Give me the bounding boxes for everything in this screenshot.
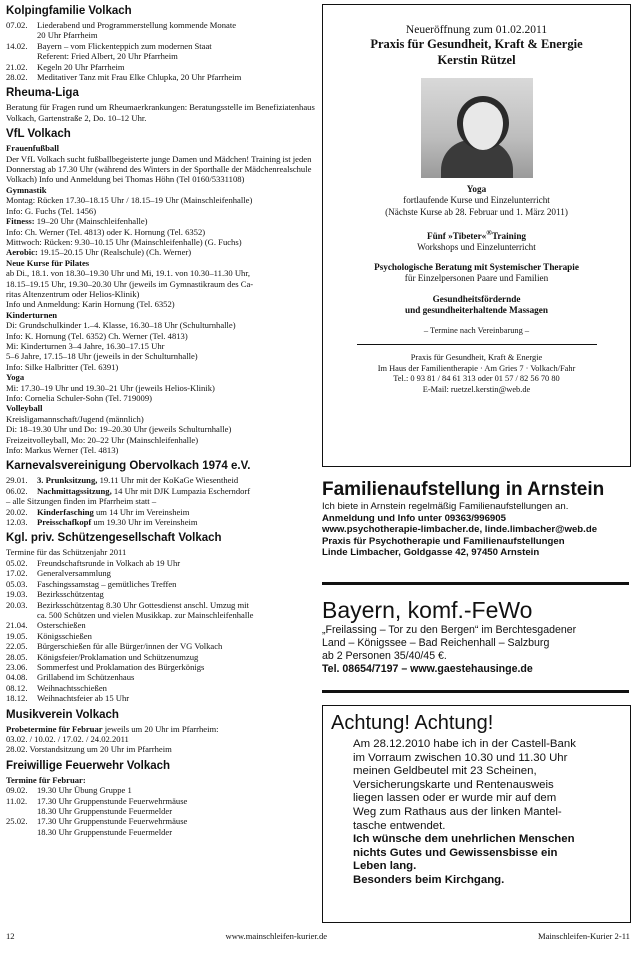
bayern-line: ab 2 Personen 35/40/45 €.: [322, 650, 447, 662]
vfl-volley-line: Di: 18–19.30 Uhr und Do: 19–20.30 Uhr (jeweils Schulturnhalle): [6, 424, 232, 435]
musik-heading: Musikverein Volkach: [6, 708, 119, 721]
divider: [322, 690, 629, 693]
list-item: 20 Uhr Pfarrheim: [37, 30, 98, 41]
vfl-fitness-line: Mittwoch: Rücken: 9.30–10.15 Uhr (Mainschleifenhalle) (G. Fuchs): [6, 236, 242, 247]
vfl-volley-line: Kreisligamannschaft/Jugend (männlich): [6, 413, 144, 424]
bayern-line: Tel. 08654/7197 – www.gaestehausinge.de: [322, 663, 533, 675]
list-item: 29.01. 3. Prunksitzung, 19.11 Uhr mit der KoKaGe Wiesentheid: [6, 475, 239, 486]
vfl-yoga-line: Info: Cornelia Schuler-Sohn (Tel. 719009): [6, 393, 153, 403]
page-footer: [6, 931, 630, 941]
vfl-frauen-text: Der VfL Volkach sucht fußballbegeisterte junge Damen und Mädchen! Training ist jeden Donnerstag ab 17.30 Uhr (während des Winters in der Sporthalle der Mädchenrealschule Volkach) Info und Anmeldung bei Thomas Höhn (Tel 0160/5331108): [6, 153, 312, 185]
page-number: 12: [6, 931, 15, 941]
musik-vorstand: 28.02. Vorstandsitzung um 20 Uhr im Pfarrheim: [6, 744, 172, 755]
bayern-line: Land – Königssee – Bad Reichenhall – Salzburg: [322, 637, 550, 649]
vfl-pilates-line: 18.15–19.15 Uhr, 19.30–20.30 Uhr (jeweils im Gymnastikraum des Ca-: [6, 278, 254, 289]
praxis-massage-line: und gesundheiterhaltende Massagen: [405, 304, 548, 315]
vfl-fitness-line: Fitness: 19–20 Uhr (Mainschleifenhalle): [6, 216, 148, 227]
list-item: 22.05. Bürgerschießen für alle Bürger/innen der VG Volkach: [6, 641, 223, 652]
musik-dates: 03.02. / 10.02. / 17.02. / 24.02.2011: [6, 733, 129, 744]
vfl-kinder-line: 5–6 Jahre, 17.15–18 Uhr (jeweils in der Schulturnhalle): [6, 351, 198, 362]
vfl-aerobic-label: Aerobic:: [6, 247, 38, 258]
list-item: 07.02. Liederabend und Programmerstellung kommende Monate: [6, 20, 237, 30]
list-item: 21.02. Kegeln 20 Uhr Pfarrheim: [6, 61, 125, 72]
familien-line: Anmeldung und Info unter 09363/996905: [322, 512, 506, 524]
list-item: 18.30 Uhr Gruppenstunde Feuermelder: [37, 806, 173, 816]
vfl-volley-line: Info: Markus Werner (Tel. 4813): [6, 445, 119, 456]
schuetzen-intro: Termine für das Schützenjahr 2011: [6, 547, 127, 558]
familien-line: Praxis für Psychotherapie und Familienaufstellungen: [322, 535, 565, 547]
portrait-photo: [421, 78, 533, 178]
list-item: 11.02. 17.30 Uhr Gruppenstunde Feuerwehrmäuse: [6, 795, 188, 806]
praxis-address: Im Haus der Familientherapie · Am Gries 7 · Volkach/Fahr: [377, 363, 576, 373]
praxis-address: Praxis für Gesundheit, Kraft & Energie: [410, 353, 543, 363]
list-item: 18.30 Uhr Gruppenstunde Feuermelder: [37, 826, 173, 837]
praxis-psy-line: für Einzelpersonen Paare und Familien: [404, 273, 549, 284]
vfl-kinder-line: Di: Grundschulkinder 1.–4. Klasse, 16.30–18 Uhr (Schulturnhalle): [6, 320, 236, 331]
list-item: 20.02. Kinderfasching um 14 Uhr im Vereinsheim: [6, 506, 190, 517]
bayern-ad: [322, 596, 629, 676]
footer-url: www.mainschleifen-kurier.de: [225, 931, 328, 941]
list-item: 09.02. 19.30 Uhr Übung Gruppe 1: [6, 785, 132, 796]
vfl-aerobic-line: Aerobic: 19.15–20.15 Uhr (Realschule) (Ch. Werner): [6, 247, 192, 258]
list-item: 17.02. Generalversammlung: [6, 568, 111, 579]
feuerwehr-heading: Freiwillige Feuerwehr Volkach: [6, 759, 171, 772]
schuetzen-list: [6, 558, 316, 704]
schuetzen-heading: Kgl. priv. Schützengesellschaft Volkach: [6, 532, 222, 545]
list-item: 28.02. Meditativer Tanz mit Frau Elke Chlupka, 20 Uhr Pfarrheim: [6, 72, 242, 83]
vfl-kinder-line: Info: Silke Halbritter (Tel. 6391): [6, 361, 119, 372]
familien-line: www.psychotherapie-limbacher.de, linde.limbacher@web.de: [322, 524, 598, 536]
bayern-title: Bayern, komf.-FeWo: [322, 597, 533, 623]
vfl-yoga-line: Mi: 17.30–19 Uhr und 19.30–21 Uhr (jeweils Helios-Klinik): [6, 382, 215, 393]
praxis-yoga: Yoga: [466, 184, 487, 195]
achtung-text: Am 28.12.2010 habe ich in der Castell-Bank im Vorraum zwischen 10.30 und 11.30 Uhr meinen Geldbeutel mit 23 Scheinen, Versicherungskarte und Rentenausweis liegen lassen oder er wurde mir auf dem Weg zum Rathaus aus der linken Mantel- tasche entwendet. Ich wünsche dem unehrlichen Menschen nichts Gutes und Gewissensbisse ein Leben lang. Besonders beim Kirchgang.: [353, 738, 576, 886]
list-item: 20.03. Bezirksschützentag 8.30 Uhr Gottesdienst anschl. Umzug mit: [6, 599, 249, 610]
list-item: 21.04. Osterschießen: [6, 620, 86, 631]
divider: [322, 582, 629, 585]
vfl-kinder-line: Info: K. Hornung (Tel. 6352) Ch. Werner (Tel. 4813): [6, 330, 188, 341]
vfl-pilates-line: ritas Altenzentrum oder Helios-Klinik): [6, 288, 140, 299]
karneval-heading: Karnevalsvereinigung Obervolkach 1974 e.V.: [6, 460, 251, 473]
praxis-opening: Neueröffnung zum 01.02.2011: [405, 24, 548, 36]
list-item: Referent: Fried Albert, 20 Uhr Pfarrheim: [37, 51, 178, 62]
vfl-fitness-label: Fitness:: [6, 216, 35, 227]
praxis-yoga-line: fortlaufende Kurse und Einzelunterricht: [403, 195, 550, 206]
praxis-phone: Tel.: 0 93 81 / 84 61 313 oder 01 57 / 82 56 70 80: [393, 374, 560, 384]
praxis-workshops: Workshops und Einzelunterricht: [417, 242, 536, 253]
familien-title: Familienaufstellung in Arnstein: [322, 479, 605, 500]
vfl-yoga-title: Yoga: [6, 372, 25, 383]
praxis-owner: Kerstin Rützel: [437, 53, 516, 68]
rheuma-text: Beratung für Fragen rund um Rheumaerkrankungen: Beratungsstelle im Benefiziatenhaus Volkach, Gartenstraße 2, Do. 10–12 Uhr.: [6, 102, 315, 123]
vfl-volley-title: Volleyball: [6, 403, 43, 414]
list-item: 05.02. Freundschaftsrunde in Volkach ab 19 Uhr: [6, 557, 181, 568]
praxis-psy: Psychologische Beratung mit Systemischer Therapie: [374, 262, 579, 273]
familien-ad: [322, 479, 629, 559]
vfl-kinder-line: Mi: Kinderturnen 3–4 Jahre, 16.30–17.15 Uhr: [6, 340, 165, 351]
bayern-line: „Freilassing – Tor zu den Bergen“ im Berchtesgadener: [322, 624, 577, 636]
list-item: 19.05. Königsschießen: [6, 630, 92, 641]
musik-probe: Probetermine für Februar jeweils um 20 Uhr im Pfarrheim:: [6, 723, 219, 734]
list-item: 19.03. Bezirksschützentag: [6, 589, 104, 600]
praxis-tibeter: Fünf »Tibeter«®Training: [426, 227, 527, 241]
vfl-gym-title: Gymnastik: [6, 184, 47, 195]
list-item: 04.08. Grillabend im Schützenhaus: [6, 672, 135, 683]
feuerwehr-termine: Termine für Februar:: [6, 774, 86, 785]
praxis-termine: – Termine nach Vereinbarung –: [423, 326, 530, 336]
vfl-pilates-line: Info und Anmeldung: Karin Hornung (Tel. 6352): [6, 299, 175, 310]
list-item: 06.02. Nachmittagssitzung, 14 Uhr mit DJK Lumpazia Escherndorf: [6, 485, 251, 496]
kolping-heading: Kolpingfamilie Volkach: [6, 5, 132, 17]
vfl-frauen-title: Frauenfußball: [6, 143, 60, 154]
footer-issue: Mainschleifen-Kurier 2-11: [537, 931, 630, 941]
vfl-pilates-line: ab Di., 18.1. von 18.30–19.30 Uhr und Mi, 19.1. von 10.30–11.30 Uhr,: [6, 268, 251, 279]
kolping-list: [6, 20, 316, 82]
list-item: ca. 500 Schützen und vielen Musikkap. zur Mainschleifenhalle: [37, 609, 254, 620]
left-column: [6, 2, 316, 837]
vfl-volley-line: Freizeitvolleyball, Mo: 20–22 Uhr (Mainschleifenhalle): [6, 434, 199, 445]
praxis-name: Praxis für Gesundheit, Kraft & Energie: [370, 37, 583, 52]
list-item: 14.02. Bayern – vom Flickenteppich zum modernen Staat: [6, 40, 212, 51]
praxis-email: E-Mail: ruetzel.kerstin@web.de: [422, 385, 531, 395]
list-item: 25.02. 17.30 Uhr Gruppenstunde Feuerwehrmäuse: [6, 816, 188, 827]
list-item: 12.03. Preisschafkopf um 19.30 Uhr im Vereinsheim: [6, 517, 198, 528]
list-item: 05.03. Faschingssamstag – gemütliches Treffen: [6, 578, 177, 589]
praxis-yoga-line: (Nächste Kurse ab 28. Februar und 1. März 2011): [385, 206, 568, 217]
familien-line: Linde Limbacher, Goldgasse 42, 97450 Arnstein: [322, 547, 540, 559]
karneval-note: – alle Sitzungen finden im Pfarrheim statt –: [6, 496, 157, 507]
list-item: 28.05. Königsfeier/Proklamation und Schützenumzug: [6, 651, 199, 662]
vfl-gym-line: Montag: Rücken 17.30–18.15 Uhr / 18.15–19 Uhr (Mainschleifenhalle): [6, 195, 253, 206]
vfl-heading: VfL Volkach: [6, 128, 71, 141]
vfl-fitness-line: Info: Ch. Werner (Tel. 4813) oder K. Hornung (Tel. 6352): [6, 226, 206, 237]
familien-line: Ich biete in Arnstein regelmäßig Familienaufstellungen an.: [322, 501, 569, 512]
list-item: 18.12. Weihnachtsfeier ab 15 Uhr: [6, 693, 130, 704]
list-item: 08.12. Weihnachtsschießen: [6, 682, 107, 693]
achtung-title: Achtung! Achtung!: [331, 712, 494, 734]
vfl-kinder-title: Kinderturnen: [6, 309, 58, 320]
rheuma-heading: Rheuma-Liga: [6, 87, 79, 100]
praxis-ad: [322, 4, 631, 467]
vfl-pilates-title: Neue Kurse für Pilates: [6, 257, 90, 268]
list-item: 23.06. Sommerfest und Proklamation des Bürgerkönigs: [6, 661, 205, 672]
vfl-gym-line: Info: G. Fuchs (Tel. 1456): [6, 205, 97, 216]
praxis-massage: Gesundheitsfördernde: [432, 293, 521, 304]
divider: [357, 344, 597, 345]
achtung-notice: [322, 705, 631, 923]
